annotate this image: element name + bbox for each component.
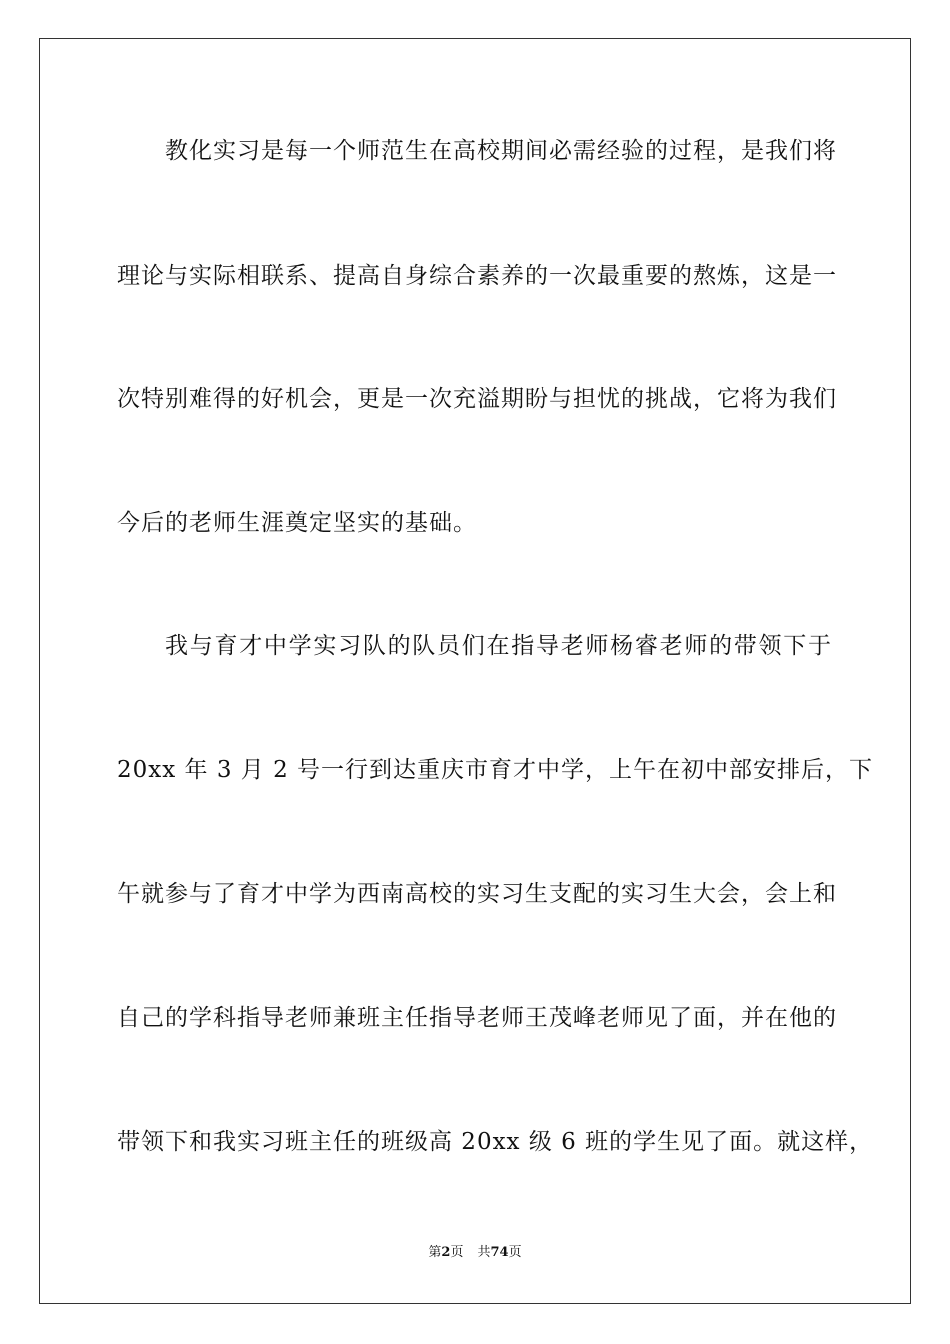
paragraph-1-line-1: 教化实习是每一个师范生在高校期间必需经验的过程，是我们将 (165, 138, 837, 164)
footer-total-suffix: 页 (508, 1245, 522, 1260)
footer-page-prefix: 第 (428, 1245, 442, 1260)
paragraph-2-line-1: 我与育才中学实习队的队员们在指导老师杨睿老师的带领下于 (165, 633, 832, 659)
page-border (39, 38, 911, 1304)
page-footer (0, 1244, 950, 1262)
paragraph-1-line-4: 今后的老师生涯奠定坚实的基础。 (117, 510, 477, 536)
paragraph-1-line-3: 次特别难得的好机会，更是一次充溢期盼与担忧的挑战，它将为我们 (117, 386, 837, 412)
footer-total-prefix: 共 (477, 1245, 491, 1260)
paragraph-2-line-4: 自己的学科指导老师兼班主任指导老师王茂峰老师见了面，并在他的 (117, 1005, 837, 1031)
paragraph-1-line-2: 理论与实际相联系、提高自身综合素养的一次最重要的熬炼，这是一 (117, 263, 837, 289)
footer-page-suffix: 页 (450, 1245, 464, 1260)
footer-total-number: 74 (490, 1245, 509, 1260)
paragraph-2-line-2: 20xx 年 3 月 2 号一行到达重庆市育才中学，上午在初中部安排后，下 (117, 757, 874, 783)
footer-page-number: 2 (441, 1245, 451, 1260)
paragraph-2-line-3: 午就参与了育才中学为西南高校的实习生支配的实习生大会，会上和 (117, 881, 837, 907)
paragraph-2-line-5: 带领下和我实习班主任的班级高 20xx 级 6 班的学生见了面。就这样， (117, 1129, 874, 1155)
